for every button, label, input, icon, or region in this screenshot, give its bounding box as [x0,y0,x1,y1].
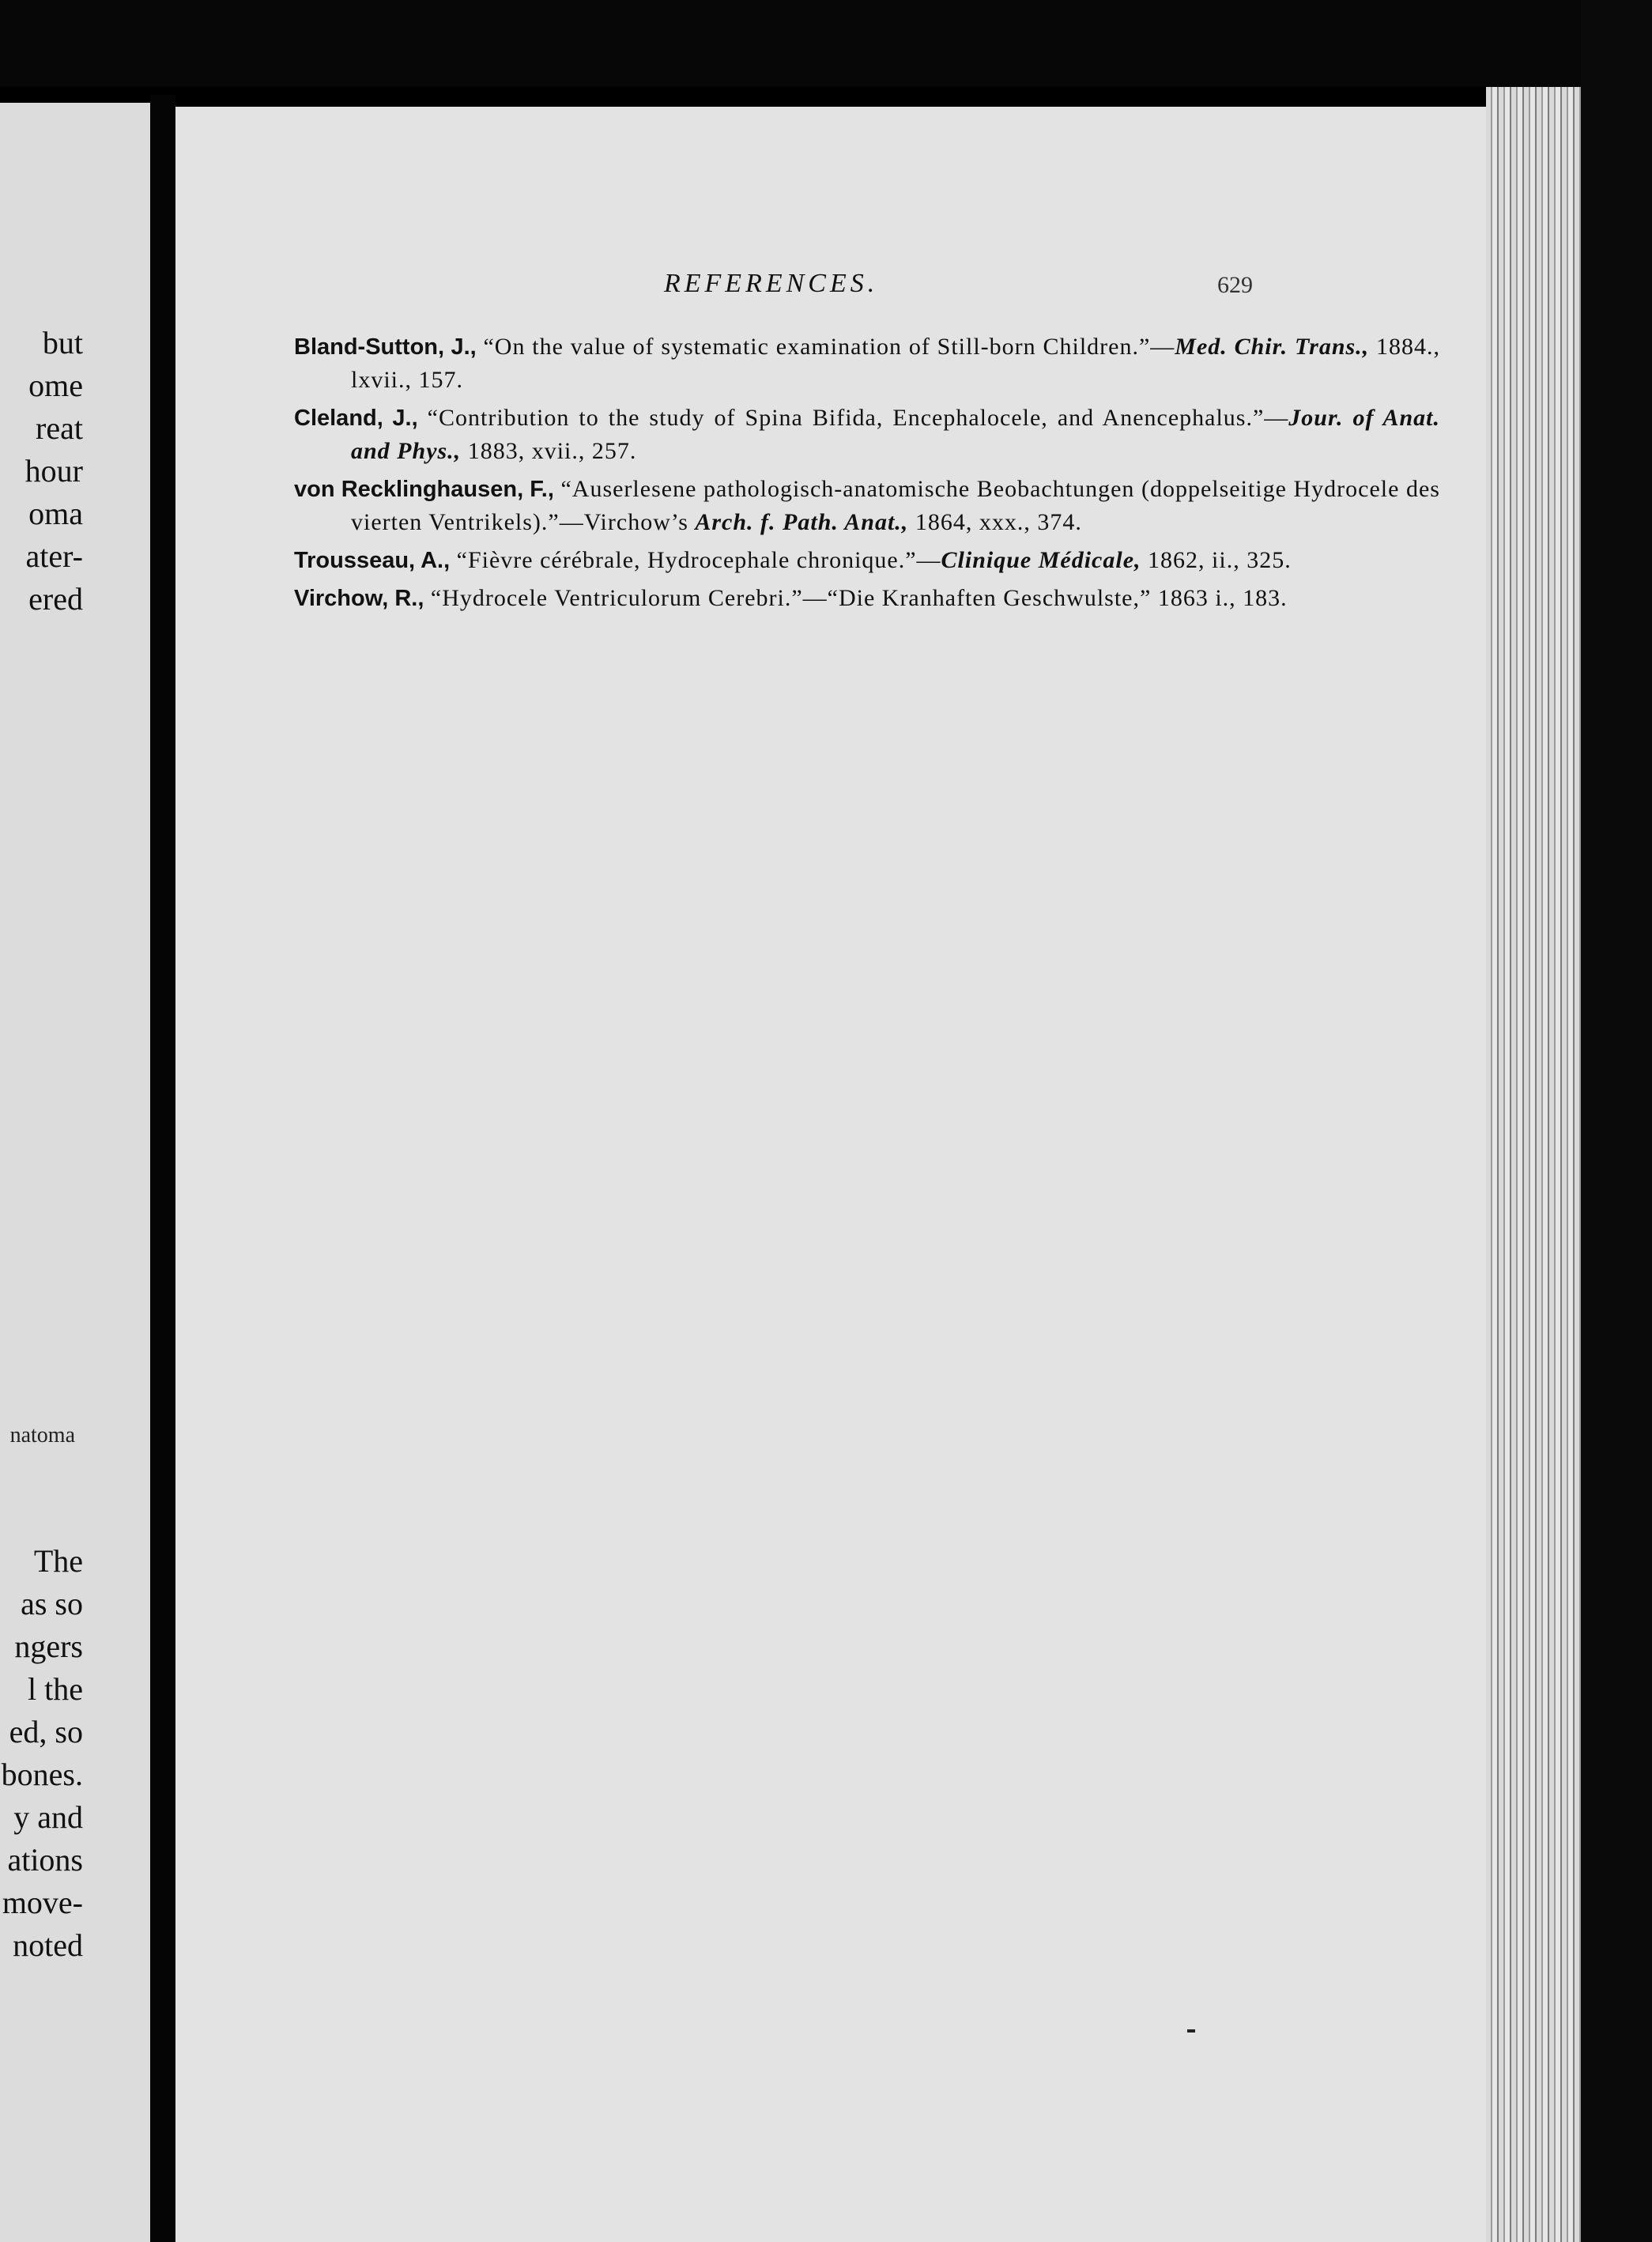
scan-right-shadow [1581,0,1652,2242]
page-number: 629 [1217,272,1253,298]
reference-citation: 1883, xvii., 257. [461,438,637,464]
reference-journal: Jour. of Anat. and Phys., [351,405,1440,464]
reference-entry [294,544,1440,577]
facing-line: move- [2,1885,83,1920]
reference-journal: Arch. f. Path. Anat., [695,509,909,535]
facing-page-text-top [25,322,83,621]
reference-text: “Contribution to the study of Spina Bifida, Encephalocele, and Anencephalus.”— [417,405,1289,431]
references-page [175,107,1486,2242]
facing-line: oma [28,496,83,531]
facing-page [0,103,150,2242]
facing-line: ngers [14,1629,83,1664]
reference-entry [294,473,1440,539]
reference-citation: 1864, xxx., 374. [908,509,1082,535]
reference-citation: 1884., lxvii., 157. [351,334,1440,393]
facing-line: reat [36,410,83,446]
reference-journal: Med. Chir. Trans., [1175,334,1370,360]
reference-author: Virchow, R., [294,586,424,611]
reference-author: Cleland, J., [294,406,418,431]
reference-text: “Hydrocele Ventriculorum Cerebri.”—“Die Kranhaften Geschwulste,” 1863 i., 183. [424,585,1288,611]
scan-top-shadow [0,0,1652,87]
facing-page-caption: natoma [9,1423,75,1447]
facing-line: l the [28,1671,83,1707]
facing-line: but [42,325,83,360]
reference-entry [294,402,1440,468]
ink-speck [1187,2029,1195,2033]
facing-line: hour [25,453,83,489]
facing-line: ome [28,368,83,403]
reference-list [294,330,1440,620]
reference-entry [294,582,1440,615]
facing-page-text-bottom [2,1540,83,1967]
facing-line: noted [13,1927,83,1963]
facing-line: The [33,1543,83,1579]
facing-line: ater- [25,538,83,574]
reference-journal: Clinique Médicale, [941,547,1141,573]
reference-entry [294,330,1440,397]
reference-author: Trousseau, A., [294,548,451,573]
reference-text: “Fièvre cérébrale, Hydrocephale chronique.”— [450,547,941,573]
facing-line: ered [28,581,83,617]
reference-citation: 1862, ii., 325. [1141,547,1292,573]
page-header [175,269,1440,316]
running-head: REFERENCES. [664,269,879,298]
facing-line: ations [7,1842,83,1878]
reference-text: “Auserlesene pathologisch-anatomische Beobachtungen (doppelseitige Hydrocele des vierten Ventrikels).”—Virchow’s [351,476,1440,535]
facing-line: bones. [1,1757,83,1792]
facing-line: ed, so [9,1714,83,1749]
facing-line: as so [21,1586,83,1621]
reference-author: von Recklinghausen, F., [294,477,554,502]
reference-text: “On the value of systematic examination of Still-born Children.”— [476,334,1175,360]
facing-line: y and [13,1799,83,1835]
book-gutter [150,95,175,2242]
reference-author: Bland-Sutton, J., [294,334,477,360]
book-page-edges [1486,87,1581,2242]
